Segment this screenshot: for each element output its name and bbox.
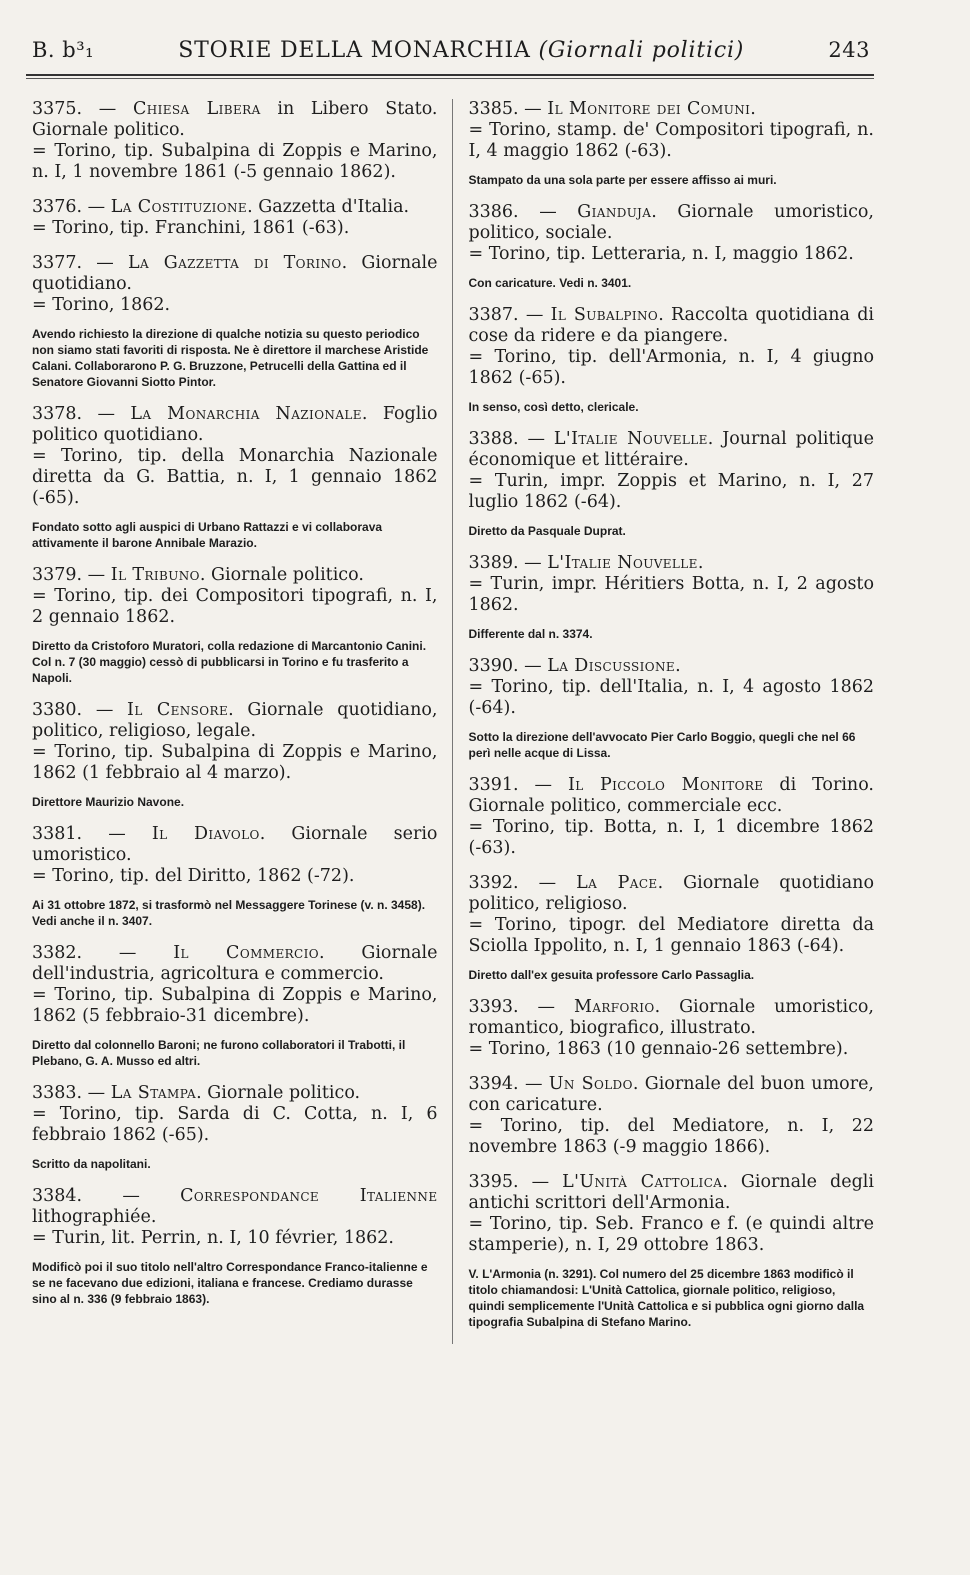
entry-number: 3387.	[468, 305, 519, 325]
entry-number: 3386.	[468, 202, 519, 222]
entry-title: Il Piccolo Monitore	[567, 775, 764, 795]
entry-note: Con caricature. Vedi n. 3401.	[468, 276, 632, 290]
catalog-entry	[469, 1074, 875, 1158]
catalog-entry	[469, 873, 875, 983]
entry-number: 3375.	[32, 99, 83, 119]
entry-heading: 3378. — La Monarchia Nazionale. Foglio politico quotidiano.	[32, 404, 438, 445]
entry-imprint: = Torino, tipogr. del Mediatore diretta da Sciolla Ippolito, n. I, 1 gennaio 1863 (-64).	[468, 915, 874, 956]
right-column	[453, 99, 875, 1344]
entry-description: di Torino. Giornale politico, commerciale ecc.	[468, 775, 874, 816]
entry-title: Gianduja	[577, 202, 652, 222]
catalog-entry	[32, 99, 438, 183]
entry-title: Un Soldo	[548, 1074, 633, 1094]
entry-description: . Journal politique économique et littéraire.	[468, 429, 874, 470]
title-paren: (Giornali politici)	[538, 38, 745, 63]
entry-heading: 3376. — La Costituzione. Gazzetta d'Italia.	[32, 197, 410, 217]
entry-imprint: = Torino, tip. dell'Armonia, n. I, 4 giugno 1862 (-65).	[468, 347, 874, 388]
entry-description: lithographiée.	[32, 1207, 157, 1227]
entry-title: La Gazzetta di Torino	[128, 253, 342, 273]
catalog-entry	[32, 404, 438, 551]
catalog-entry	[32, 1083, 438, 1172]
entry-number: 3378.	[32, 404, 83, 424]
catalog-entry	[32, 700, 438, 810]
entry-number: 3388.	[468, 429, 519, 449]
entry-description: .	[675, 656, 681, 676]
entry-number: 3393.	[468, 997, 519, 1017]
catalog-entry	[32, 253, 438, 390]
catalog-entry	[32, 943, 438, 1069]
catalog-entry	[469, 202, 875, 291]
catalog-entry	[32, 1186, 438, 1307]
header-rule	[26, 74, 874, 79]
entry-heading: 3388. — L'Italie Nouvelle. Journal politique économique et littéraire.	[468, 429, 874, 470]
entry-heading: 3383. — La Stampa. Giornale politico.	[32, 1083, 361, 1103]
entry-imprint: = Torino, tip. Botta, n. I, 1 dicembre 1862 (-63).	[468, 817, 874, 858]
entry-title: La Pace	[576, 873, 658, 893]
title-main: STORIE DELLA MONARCHIA	[178, 38, 531, 63]
entry-number: 3394.	[468, 1074, 519, 1094]
entry-imprint: = Torino, tip. Seb. Franco e f. (e quindi altre stamperie), n. I, 29 ottobre 1863.	[468, 1214, 874, 1255]
entry-title: L'Italie Nouvelle	[547, 553, 698, 573]
entry-title: Il Censore	[127, 700, 229, 720]
entry-imprint: = Torino, tip. Subalpina di Zoppis e Marino, 1862 (1 febbraio al 4 marzo).	[32, 742, 438, 783]
catalog-entry	[469, 656, 875, 761]
entry-description: . Giornale dell'industria, agricoltura e commercio.	[32, 943, 438, 984]
entry-note: Diretto da Pasquale Duprat.	[468, 524, 626, 538]
entry-heading: 3389. — L'Italie Nouvelle.	[468, 553, 704, 573]
entry-note: Ai 31 ottobre 1872, si trasformò nel Messaggere Torinese (v. n. 3458). Vedi anche il n. 3407.	[32, 898, 426, 928]
entry-number: 3379.	[32, 565, 83, 585]
entry-number: 3392.	[468, 873, 519, 893]
entry-note: Avendo richiesto la direzione di qualche notizia su questo periodico non siamo stati favoriti di risposta. Ne è direttore il marchese Aristide Calani. Collaborarono P. G. Bruzzone, Petrucelli della Gattina ed il Senatore Giovanni Siotto Pintor.	[32, 327, 429, 389]
entry-description: . Giornale quotidiano.	[32, 253, 438, 294]
section-mark: B. b³₁	[32, 38, 95, 62]
entry-description: . Foglio politico quotidiano.	[32, 404, 438, 445]
entry-number: 3390.	[468, 656, 519, 676]
entry-heading: 3386. — Gianduja. Giornale umoristico, politico, sociale.	[468, 202, 874, 243]
entry-description: in Libero Stato. Giornale politico.	[32, 99, 438, 140]
entry-imprint: = Torino, tip. della Monarchia Nazionale diretta da G. Battia, n. I, 1 gennaio 1862 (-65).	[32, 446, 438, 508]
catalog-entry	[469, 99, 875, 188]
entry-imprint: = Torino, tip. Sarda di C. Cotta, n. I, 6 febbraio 1862 (-65).	[32, 1104, 438, 1145]
catalog-entry	[469, 775, 875, 859]
page-title	[178, 38, 744, 63]
entry-description: . Giornale quotidiano politico, religioso.	[468, 873, 874, 914]
catalog-entry	[32, 824, 438, 929]
entry-imprint: = Torino, tip. dei Compositori tipografi, n. I, 2 gennaio 1862.	[32, 586, 438, 627]
entry-note: Sotto la direzione dell'avvocato Pier Carlo Boggio, quegli che nel 66 perì nelle acque di Lissa.	[468, 730, 856, 760]
entry-description: . Giornale serio umoristico.	[32, 824, 438, 865]
entry-number: 3381.	[32, 824, 83, 844]
entry-title: La Stampa	[110, 1083, 197, 1103]
entry-title: La Discussione	[547, 656, 676, 676]
entry-description: . Giornale umoristico, romantico, biografico, illustrato.	[468, 997, 874, 1038]
page-number: 243	[828, 38, 870, 62]
entry-note: V. L'Armonia (n. 3291). Col numero del 25 dicembre 1863 modificò il titolo chiamandosi: L'Unità Cattolica, giornale politico, religioso, quindi semplicemente l'Unità Cattolica e si pubblica ogni giorno dalla tipografia Subalpina di Stefano Marino.	[468, 1267, 865, 1329]
entry-title: L'Italie Nouvelle	[553, 429, 708, 449]
entry-note: Differente dal n. 3374.	[468, 627, 593, 641]
entry-heading: 3382. — Il Commercio. Giornale dell'industria, agricoltura e commercio.	[32, 943, 438, 984]
entry-number: 3377.	[32, 253, 83, 273]
entry-description: . Gazzetta d'Italia.	[247, 197, 410, 217]
entry-imprint: = Turin, lit. Perrin, n. I, 10 février, 1862.	[32, 1228, 394, 1248]
entry-imprint: = Turin, impr. Zoppis et Marino, n. I, 27 luglio 1862 (-64).	[468, 471, 874, 512]
entry-heading: 3379. — Il Tribuno. Giornale politico.	[32, 565, 364, 585]
entry-description: . Giornale del buon umore, con caricature.	[468, 1074, 874, 1115]
entry-imprint: = Torino, tip. del Mediatore, n. I, 22 novembre 1863 (-9 maggio 1866).	[468, 1116, 874, 1157]
entry-description: . Giornale quotidiano, politico, religioso, legale.	[32, 700, 438, 741]
entry-title: L'Unità Cattolica	[562, 1172, 723, 1192]
catalog-entry	[469, 429, 875, 539]
entry-note: Direttore Maurizio Navone.	[32, 795, 185, 809]
entry-description: . Giornale degli antichi scrittori dell'Armonia.	[468, 1172, 874, 1213]
entry-imprint: = Torino, stamp. de' Compositori tipografi, n. I, 4 maggio 1862 (-63).	[468, 120, 874, 161]
entry-imprint: = Torino, tip. Subalpina di Zoppis e Marino, 1862 (5 febbraio-31 dicembre).	[32, 985, 438, 1026]
catalog-entry	[32, 565, 438, 686]
entry-number: 3391.	[468, 775, 519, 795]
two-columns	[26, 99, 874, 1344]
entry-number: 3384.	[32, 1186, 83, 1206]
entry-heading: 3394. — Un Soldo. Giornale del buon umore, con caricature.	[468, 1074, 874, 1115]
entry-imprint: = Torino, tip. Subalpina di Zoppis e Marino, n. I, 1 novembre 1861 (-5 gennaio 1862).	[32, 141, 438, 182]
entry-title: Il Subalpino	[550, 305, 659, 325]
entry-imprint: = Torino, tip. Letteraria, n. I, maggio 1862.	[468, 244, 854, 264]
entry-imprint: = Torino, tip. dell'Italia, n. I, 4 agosto 1862 (-64).	[468, 677, 874, 718]
entry-title: Correspondance Italienne	[180, 1186, 438, 1206]
catalog-entry	[32, 197, 438, 239]
entry-title: Il Monitore dei Comuni	[547, 99, 751, 119]
entry-heading: 3381. — Il Diavolo. Giornale serio umoristico.	[32, 824, 438, 865]
entry-title: Marforio	[573, 997, 655, 1017]
entry-heading: 3384. — Correspondance Italienne lithographiée.	[32, 1186, 438, 1227]
entry-number: 3389.	[468, 553, 519, 573]
entry-description: . Giornale politico.	[196, 1083, 361, 1103]
entry-heading: 3391. — Il Piccolo Monitore di Torino. Giornale politico, commerciale ecc.	[468, 775, 874, 816]
entry-note: Diretto dall'ex gesuita professore Carlo Passaglia.	[468, 968, 755, 982]
entry-note: Diretto da Cristoforo Muratori, colla redazione di Marcantonio Canini. Col n. 7 (30 maggio) cessò di pubblicarsi in Torino e fu trasferito a Napoli.	[32, 639, 427, 685]
entry-heading: 3395. — L'Unità Cattolica. Giornale degli antichi scrittori dell'Armonia.	[468, 1172, 874, 1213]
left-column	[26, 99, 453, 1344]
entry-number: 3395.	[468, 1172, 519, 1192]
entry-heading: 3392. — La Pace. Giornale quotidiano politico, religioso.	[468, 873, 874, 914]
entry-title: Il Commercio	[173, 943, 320, 963]
entry-description: . Giornale umoristico, politico, sociale.	[468, 202, 874, 243]
entry-title: Il Tribuno	[110, 565, 200, 585]
entry-heading: 3385. — Il Monitore dei Comuni.	[468, 99, 756, 119]
entry-number: 3382.	[32, 943, 83, 963]
entry-heading: 3387. — Il Subalpino. Raccolta quotidiana di cose da ridere e da piangere.	[468, 305, 875, 346]
entry-note: Stampato da una sola parte per essere affisso ai muri.	[468, 173, 777, 187]
entry-note: Scritto da napolitani.	[32, 1157, 151, 1171]
entry-description: . Giornale politico.	[199, 565, 364, 585]
entry-imprint: = Torino, 1862.	[32, 295, 171, 315]
entry-heading: 3375. — Chiesa Libera in Libero Stato. Giornale politico.	[32, 99, 438, 140]
entry-note: Fondato sotto agli auspici di Urbano Rattazzi e vi collaborava attivamente il barone Annibale Marazio.	[32, 520, 383, 550]
entry-description: .	[697, 553, 704, 573]
entry-heading: 3393. — Marforio. Giornale umoristico, romantico, biografico, illustrato.	[468, 997, 874, 1038]
entry-imprint: = Turin, impr. Héritiers Botta, n. I, 2 agosto 1862.	[468, 574, 874, 615]
entry-description: . Raccolta quotidiana di cose da ridere e da piangere.	[468, 305, 875, 346]
catalog-entry	[469, 305, 875, 415]
entry-heading: 3377. — La Gazzetta di Torino. Giornale quotidiano.	[32, 253, 438, 294]
entry-title: La Monarchia Nazionale	[130, 404, 362, 424]
entry-description: .	[750, 99, 756, 119]
catalog-entry	[469, 997, 875, 1060]
entry-note: Modificò poi il suo titolo nell'altro Correspondance Franco-italienne e se ne facevano due edizioni, italiana e francese. Crediamo durasse sino al n. 336 (9 febbraio 1863).	[32, 1260, 428, 1306]
entry-title: Chiesa Libera	[132, 99, 261, 119]
entry-number: 3380.	[32, 700, 83, 720]
entry-note: In senso, così detto, clericale.	[468, 400, 639, 414]
entry-title: Il Diavolo	[151, 824, 260, 844]
entry-number: 3385.	[468, 99, 519, 119]
catalog-entry	[469, 1172, 875, 1330]
catalog-entry	[469, 553, 875, 642]
entry-number: 3376.	[32, 197, 83, 217]
entry-imprint: = Torino, tip. Franchini, 1861 (-63).	[32, 218, 350, 238]
entry-imprint: = Torino, tip. del Diritto, 1862 (-72).	[32, 866, 355, 886]
entry-heading: 3390. — La Discussione.	[468, 656, 681, 676]
running-header	[26, 38, 874, 70]
entry-imprint: = Torino, 1863 (10 gennaio-26 settembre).	[468, 1039, 849, 1059]
entry-heading: 3380. — Il Censore. Giornale quotidiano, politico, religioso, legale.	[32, 700, 438, 741]
entry-title: La Costituzione	[110, 197, 248, 217]
entry-number: 3383.	[32, 1083, 83, 1103]
entry-note: Diretto dal colonnello Baroni; ne furono collaboratori il Trabotti, il Plebano, G. A. Musso ed altri.	[32, 1038, 406, 1068]
